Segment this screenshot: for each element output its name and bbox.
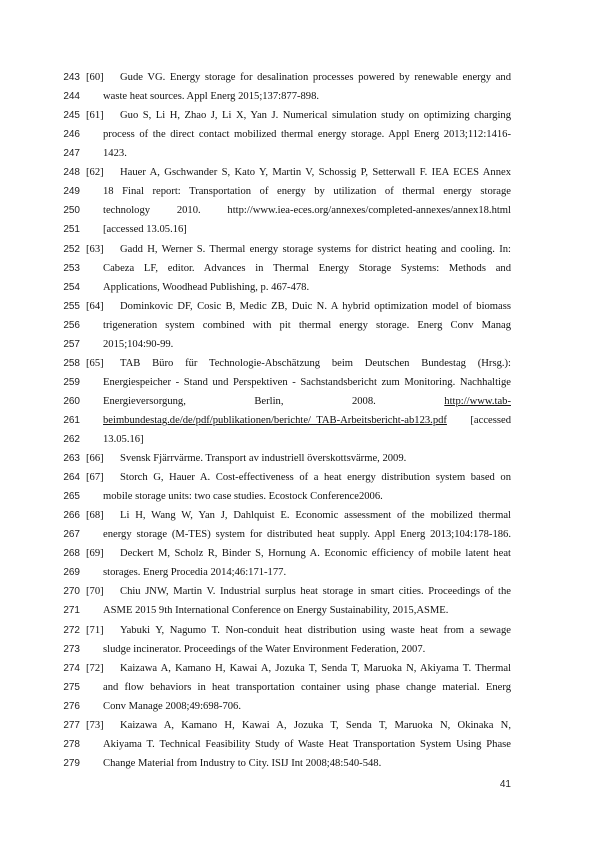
- reference-text-segment: process of the direct contact mobilized thermal energy storage. Appl Energ 2013;112:1416-: [103, 129, 511, 141]
- reference-text-segment: Gude VG. Energy storage for desalination processes powered by renewable energy and: [120, 72, 511, 83]
- line-number: 258: [63, 357, 80, 369]
- reference-text: [103, 259, 511, 279]
- reference-text: [103, 201, 511, 221]
- reference-text: [103, 144, 511, 164]
- line-number: 251: [63, 224, 80, 236]
- reference-text: [103, 487, 511, 507]
- reference-text: [103, 392, 511, 412]
- line-number: 262: [63, 433, 80, 445]
- line-number: 277: [63, 719, 80, 731]
- reference-text-segment: Dominkovic DF, Cosic B, Medic ZB, Duic N. A hybrid optimization model of biomass: [120, 300, 511, 312]
- reference-text-segment: waste heat sources. Appl Energ 2015;137:877-898.: [103, 91, 320, 102]
- reference-text: [103, 87, 511, 107]
- reference-text-segment: Deckert M, Scholz R, Binder S, Hornung A. Economic efficiency of mobile latent heat: [120, 548, 511, 560]
- reference-text: [103, 640, 511, 660]
- line-number: 243: [63, 72, 80, 83]
- line-number: 263: [63, 453, 80, 464]
- page-number: 41: [499, 779, 511, 790]
- reference-text-segment: TAB Büro für Technologie-Abschätzung beim Deutschen Bundestag (Hrsg.):: [120, 357, 511, 369]
- reference-text: [103, 411, 511, 431]
- reference-text-segment: [accessed: [470, 414, 511, 426]
- reference-url-link[interactable]: http://www.tab-: [444, 395, 511, 407]
- reference-text-segment: ASME 2015 9th International Conference on Energy Sustainability, 2015,ASME.: [103, 605, 449, 617]
- reference-text: [103, 754, 511, 774]
- manuscript-line: [0, 621, 595, 641]
- reference-text-segment: and flow behaviors in heat transportation container using phase change material. Energ: [103, 681, 511, 693]
- reference-text-segment: Energiespeicher - Stand und Perspektiven - Sachstandsbericht zum Monitoring. Nachhaltige: [103, 376, 511, 388]
- manuscript-line: [0, 678, 595, 698]
- reference-text-segment: Conv Manage 2008;49:698-706.: [103, 700, 241, 712]
- reference-text: [120, 297, 511, 317]
- reference-text: [103, 182, 511, 202]
- reference-text-segment: Change Material from Industry to City. ISIJ Int 2008;48:540-548.: [103, 757, 382, 769]
- line-number: 278: [63, 738, 80, 750]
- reference-number: [68]: [86, 510, 104, 522]
- reference-text: [103, 601, 511, 621]
- reference-text-segment: energy storage (M-TES) system for distributed heat supply. Appl Energ 2013;104:178-186.: [103, 529, 511, 541]
- manuscript-line: [0, 106, 595, 126]
- reference-number: [65]: [86, 357, 104, 369]
- line-number: 250: [63, 205, 80, 217]
- manuscript-line: [0, 201, 595, 221]
- reference-text-segment: 13.05.16]: [103, 433, 144, 445]
- reference-text: [120, 449, 511, 469]
- manuscript-line: [0, 163, 595, 183]
- manuscript-line: [0, 735, 595, 755]
- line-number: 275: [63, 681, 80, 693]
- reference-url-link[interactable]: beimbundestag.de/de/pdf/publikationen/berichte/_TAB-Arbeitsbericht-ab123.pdf: [103, 414, 447, 426]
- manuscript-line: [0, 125, 595, 145]
- line-number: 279: [63, 757, 80, 769]
- manuscript-line: [0, 68, 595, 88]
- line-number: 270: [63, 586, 80, 598]
- manuscript-line: [0, 144, 595, 164]
- reference-number: [72]: [86, 662, 104, 674]
- manuscript-line: [0, 220, 595, 240]
- line-number: 267: [63, 529, 80, 541]
- line-number: 252: [63, 243, 80, 255]
- reference-text-segment: Svensk Fjärrvärme. Transport av industriell överskottsvärme, 2009.: [120, 453, 407, 464]
- reference-text: [120, 544, 511, 564]
- manuscript-line: [0, 563, 595, 583]
- reference-text-segment: Guo S, Li H, Zhao J, Li X, Yan J. Numerical simulation study on optimizing charging: [120, 110, 511, 122]
- reference-text-segment: Kaizawa A, Kamano H, Kawai A, Jozuka T, Senda T, Maruoka N, Okinaka N,: [120, 719, 511, 731]
- reference-number: [61]: [86, 110, 104, 122]
- reference-text-segment: 2015;104:90-99.: [103, 338, 174, 350]
- manuscript-line: [0, 640, 595, 660]
- reference-text: [103, 563, 511, 583]
- reference-number: [67]: [86, 472, 104, 484]
- reference-number: [62]: [86, 167, 104, 179]
- reference-text: [103, 220, 511, 240]
- reference-text-segment: 1423.: [103, 148, 127, 160]
- manuscript-line: [0, 468, 595, 488]
- reference-text-segment: Li H, Wang W, Yan J, Dahlquist E. Economic assessment of the mobilized thermal: [120, 510, 511, 522]
- line-number: 266: [63, 510, 80, 522]
- line-number: 256: [63, 319, 80, 331]
- line-number: 253: [63, 262, 80, 274]
- reference-text-segment: trigeneration system combined with pit thermal energy storage. Energ Conv Manag: [103, 319, 511, 331]
- reference-text: [120, 659, 511, 679]
- line-number: 254: [63, 281, 80, 293]
- reference-number: [66]: [86, 453, 104, 464]
- reference-text: [120, 582, 511, 602]
- manuscript-line: [0, 754, 595, 774]
- reference-text-segment: [accessed 13.05.16]: [103, 224, 187, 236]
- manuscript-line: [0, 240, 595, 260]
- reference-text-segment: Energieversorgung, Berlin, 2008.: [103, 395, 376, 407]
- line-number: 259: [63, 376, 80, 388]
- manuscript-line: [0, 544, 595, 564]
- line-number: 260: [63, 395, 80, 407]
- manuscript-line: [0, 354, 595, 374]
- line-number: 245: [63, 110, 80, 122]
- reference-number: [71]: [86, 624, 104, 636]
- line-number: 257: [63, 338, 80, 350]
- reference-number: [70]: [86, 586, 104, 598]
- reference-text-segment: Chiu JNW, Martin V. Industrial surplus heat storage in smart cities. Proceedings of the: [120, 586, 511, 598]
- reference-text: [103, 525, 511, 545]
- manuscript-line: [0, 506, 595, 526]
- reference-text: [120, 68, 511, 88]
- reference-text-segment: technology 2010. http://www.iea-eces.org/annexes/completed-annexes/annex18.html: [103, 205, 511, 217]
- line-number: 271: [63, 605, 80, 617]
- reference-text: [120, 506, 511, 526]
- manuscript-line: [0, 392, 595, 412]
- reference-text-segment: sludge incinerator. Proceedings of the Water Environment Federation, 2007.: [103, 643, 426, 655]
- reference-text: [120, 354, 511, 374]
- reference-text: [103, 735, 511, 755]
- reference-text-segment: Applications, Woodhead Publishing, p. 467-478.: [103, 281, 310, 293]
- reference-text: [103, 678, 511, 698]
- line-number: 276: [63, 700, 80, 712]
- reference-text: [120, 716, 511, 736]
- line-number: 274: [63, 662, 80, 674]
- manuscript-line: [0, 487, 595, 507]
- reference-text-segment: Kaizawa A, Kamano H, Kawai A, Jozuka T, Senda T, Maruoka N, Akiyama T. Thermal: [120, 662, 511, 674]
- manuscript-line: [0, 449, 595, 469]
- reference-text-segment: Gadd H, Werner S. Thermal energy storage systems for district heating and cooling. In:: [120, 243, 511, 255]
- manuscript-line: [0, 316, 595, 336]
- reference-text: [103, 316, 511, 336]
- reference-text-segment: 18 Final report: Transportation of energy by utilization of thermal energy storage: [103, 186, 511, 198]
- line-number: 265: [63, 491, 80, 503]
- reference-text-segment: Storch G, Hauer A. Cost-effectiveness of a heat energy distribution system based on: [120, 472, 511, 484]
- manuscript-line: [0, 697, 595, 717]
- reference-number: [60]: [86, 72, 104, 83]
- reference-text-segment: Hauer A, Gschwander S, Kato Y, Martin V, Schossig P, Setterwall F. IEA ECES Annex: [120, 167, 511, 179]
- reference-number: [73]: [86, 719, 104, 731]
- line-number: 248: [63, 167, 80, 179]
- manuscript-line: [0, 582, 595, 602]
- manuscript-line: [0, 278, 595, 298]
- reference-text-segment: Cabeza LF, editor. Advances in Thermal Energy Storage Systems: Methods and: [103, 262, 511, 274]
- reference-number: [63]: [86, 243, 104, 255]
- manuscript-line: [0, 335, 595, 355]
- reference-text: [103, 125, 511, 145]
- line-number: 249: [63, 186, 80, 198]
- reference-text: [103, 278, 511, 298]
- reference-text: [103, 430, 511, 450]
- manuscript-line: [0, 87, 595, 107]
- reference-text: [120, 106, 511, 126]
- reference-text-segment: Akiyama T. Technical Feasibility Study of Waste Heat Transportation System Using Phase: [103, 738, 511, 750]
- reference-text: [120, 163, 511, 183]
- manuscript-line: [0, 601, 595, 621]
- reference-text: [120, 240, 511, 260]
- manuscript-line: [0, 430, 595, 450]
- manuscript-line: [0, 716, 595, 736]
- manuscript-line: [0, 259, 595, 279]
- manuscript-line: [0, 525, 595, 545]
- line-number: 244: [63, 91, 80, 102]
- reference-text-segment: mobile storage units: two case studies. Ecostock Conference2006.: [103, 491, 383, 503]
- reference-number: [69]: [86, 548, 104, 560]
- manuscript-line: [0, 411, 595, 431]
- line-number: 269: [63, 567, 80, 579]
- line-number: 246: [63, 129, 80, 141]
- reference-text: [103, 373, 511, 393]
- reference-text: [120, 621, 511, 641]
- manuscript-line: [0, 297, 595, 317]
- reference-text-segment: storages. Energ Procedia 2014;46:171-177.: [103, 567, 287, 579]
- reference-number: [64]: [86, 300, 104, 312]
- line-number: 273: [63, 643, 80, 655]
- line-number: 268: [63, 548, 80, 560]
- line-number: 272: [63, 624, 80, 636]
- reference-text: [103, 335, 511, 355]
- line-number: 261: [63, 414, 80, 426]
- manuscript-line: [0, 373, 595, 393]
- reference-text-segment: Yabuki Y, Nagumo T. Non-conduit heat distribution using waste heat from a sewage: [120, 624, 511, 636]
- manuscript-line: [0, 659, 595, 679]
- line-number: 255: [63, 300, 80, 312]
- reference-text: [120, 468, 511, 488]
- manuscript-line: [0, 182, 595, 202]
- reference-text: [103, 697, 511, 717]
- line-number: 264: [63, 472, 80, 484]
- line-number: 247: [63, 148, 80, 160]
